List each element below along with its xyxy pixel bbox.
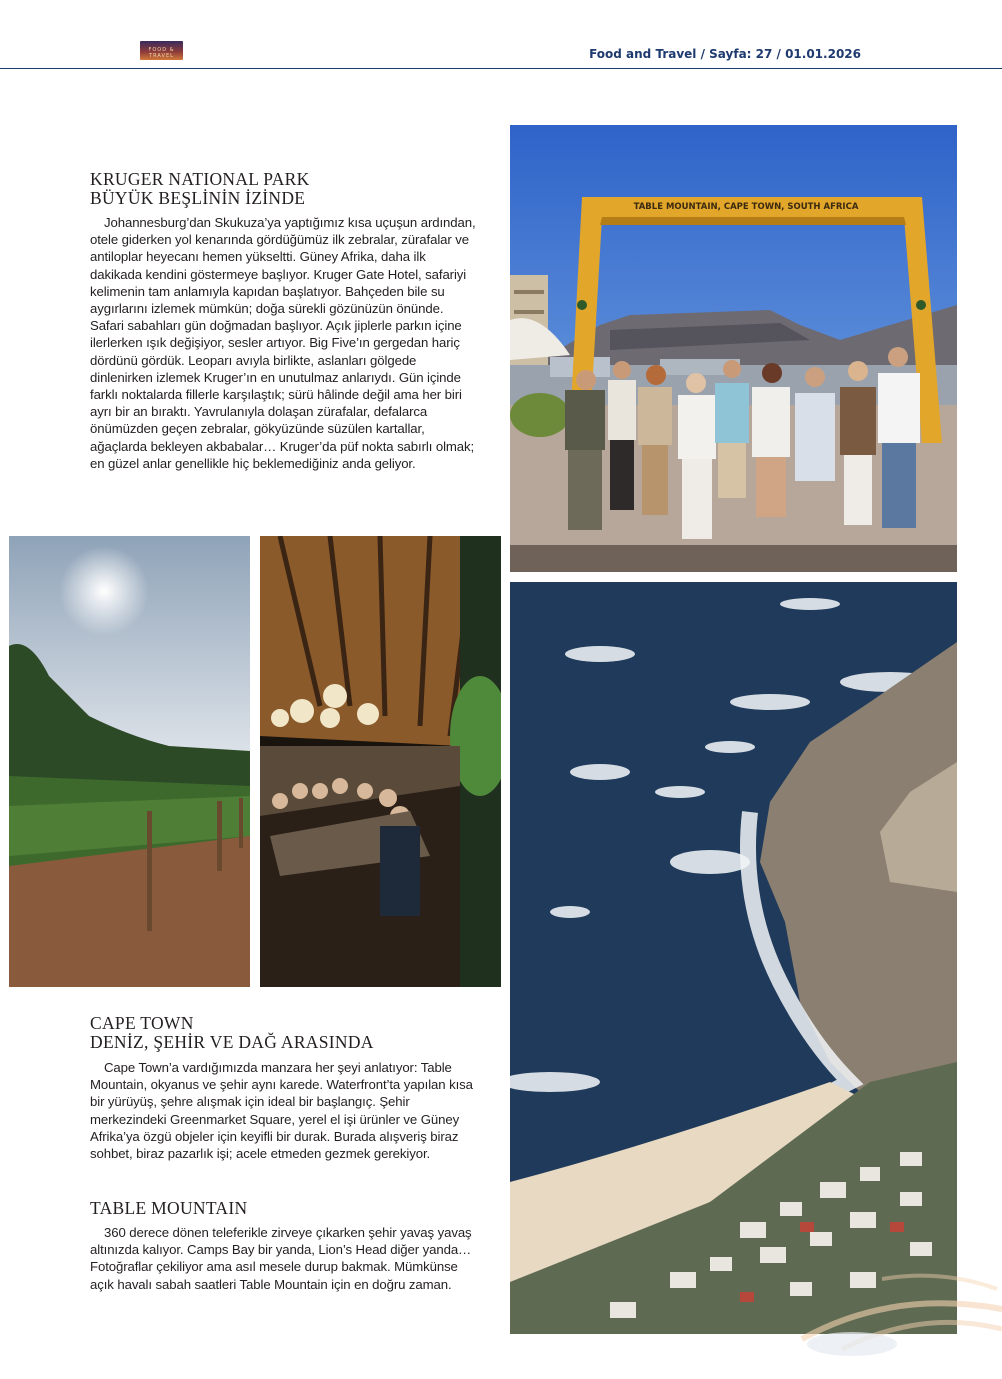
page-reference: Food and Travel / Sayfa: 27 / 01.01.2026 — [589, 47, 861, 61]
header-divider — [0, 68, 1002, 69]
restaurant-photo — [260, 536, 501, 987]
tablemountain-body: 360 derece dönen teleferikle zirveye çıkarken şehir yavaş yavaş altınızda kalıyor. Camps Bay bir yanda, Lion’s Head diğer yanda… Fotoğraflar çekiliyor ama asıl mesele durup bakmak. Mümkünse açık havalı sabah saatleri Table Mountain için en doğru zaman. — [90, 1225, 472, 1292]
kruger-body: Johannesburg’dan Skukuza’ya yaptığımız kısa uçuşun ardından, otele giderken yol kenarında gördüğümüz ilk zebralar, zürafalar ve antiloplar heyecanı hemen yükseltti. Güney Afrika, daha ilk dakikada kendini göstermeye başlıyor. Kruger Gate Hotel, safariyi kelimenin tam anlamıyla kapıdan başlatıyor. Bahçeden bile su aygırlarını izlemek mümkün; doğa sürekli gözünüzün önünde. Safari sabahları gün doğmadan başlıyor. Açık jiplerle parkın içine ilerlerken ışık değişiyor, sesler artıyor. Big Five’ın gergedan hariç dördünü gördük. Leoparı avıyla birlikte, aslanları gölgede dinlenirken izlemek Kruger’ın en unutulmaz anlarıydı. Gün içinde farklı noktalarda fillerle karşılaştık; sürü hâlinde değil ama her biri ayrı bir an bıraktı. Yavrulanıyla dolaşan zürafalar, defalarca önümüzden geçen zebralar, gökyüzünde süzülen kartallar, ağaçlarda bekleyen akbabalar… Kruger’da püf nokta sabırlı olmak; en güzel anlar genellikle hiç beklemediğiniz anda geliyor. — [90, 215, 476, 471]
capetown-title-line2: DENİZ, ŞEHİR VE DAĞ ARASINDA — [90, 1032, 374, 1052]
frame-sign-text: TABLE MOUNTAIN, CAPE TOWN, SOUTH AFRICA — [633, 202, 859, 212]
decorative-swash — [782, 1249, 1002, 1359]
magazine-logo: FOOD & TRAVEL — [140, 41, 183, 60]
tablemountain-heading: TABLE MOUNTAIN — [90, 1198, 248, 1218]
capetown-body: Cape Town’a vardığımızda manzara her şeyi anlatıyor: Table Mountain, okyanus ve şehir aynı karede. Waterfront’ta yapılan kısa bir yürüyüş, şehre alışmak için ideal bir başlangıç. Şehir merkezindeki Greenmarket Square, yerel el işi ürünler ve Güney Afrika’ya özgü objeler için keyifli bir durak. Burada alışveriş biraz sohbet, biraz pazarlık işi; acele etmeden gezmek gerekiyor. — [90, 1060, 473, 1162]
kruger-title-line1: KRUGER NATIONAL PARK — [90, 169, 310, 189]
capetown-heading — [90, 1014, 374, 1052]
kruger-heading — [90, 170, 310, 208]
capetown-title-line1: CAPE TOWN — [90, 1013, 194, 1033]
table-mountain-frame-photo — [510, 125, 957, 572]
camps-bay-aerial-photo — [510, 582, 957, 1334]
kruger-title-line2: BÜYÜK BEŞLİNİN İZİNDE — [90, 188, 306, 208]
vineyard-photo — [9, 536, 250, 987]
